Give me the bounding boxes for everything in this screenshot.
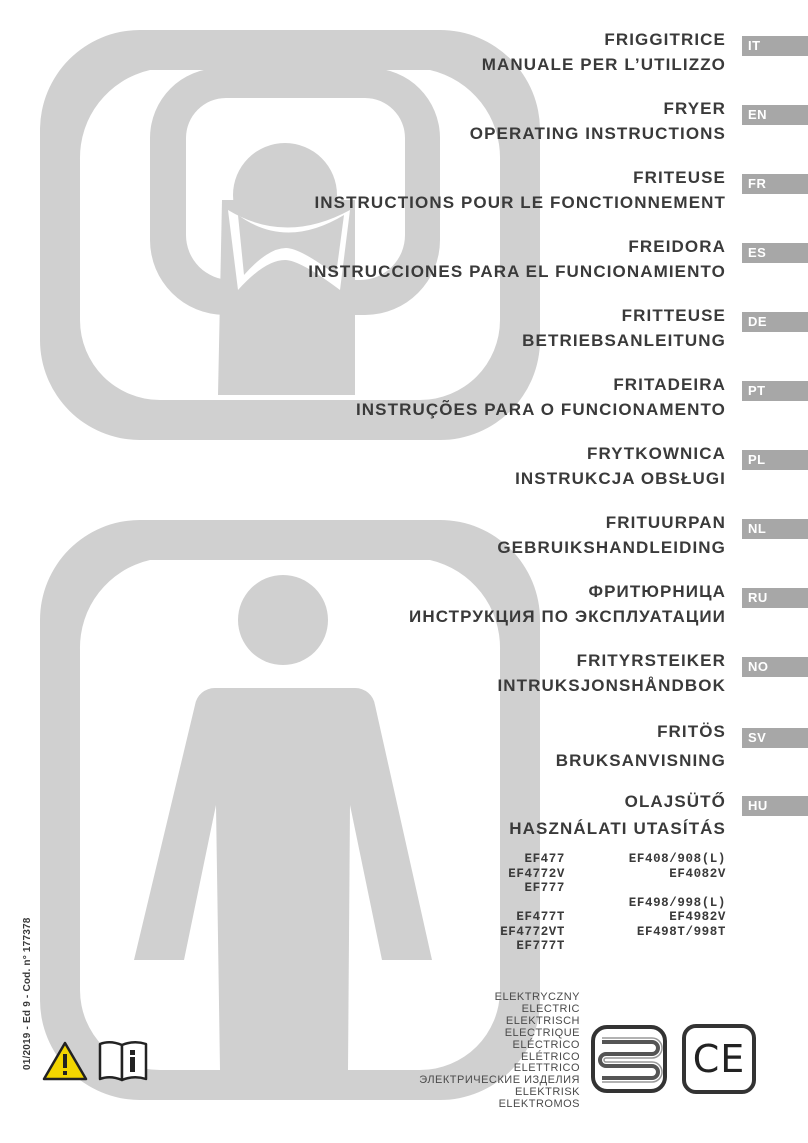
language-subtitle: HASZNÁLATI UTASÍTÁS	[509, 819, 726, 838]
model-code: EF4982V	[669, 910, 726, 924]
language-tab-ru: RU	[742, 588, 808, 608]
electric-label: ELEKTRYCZNY	[494, 991, 580, 1003]
language-title: FRITTEUSE	[621, 306, 726, 325]
language-title: FRITYRSTEIKER	[576, 651, 726, 670]
language-block-it	[482, 28, 726, 77]
language-tab-no: NO	[742, 657, 808, 677]
model-code: EF477	[524, 852, 565, 866]
electric-label-list	[419, 992, 580, 1111]
language-title: FRIGGITRICE	[604, 30, 726, 49]
language-tab-de: DE	[742, 312, 808, 332]
electric-label: ELEKTRISK	[514, 1086, 580, 1099]
electric-label: ELEKTRISCH	[505, 1014, 580, 1027]
model-code: EF4772VT	[500, 924, 565, 939]
electric-label: ЭЛЕКТРИЧЕСКИЕ ИЗДЕЛИЯ	[419, 1074, 580, 1087]
language-block-de	[522, 304, 726, 353]
language-title: ФРИТЮРНИЦА	[588, 582, 726, 601]
language-block-no	[497, 649, 726, 698]
language-subtitle: INSTRUCCIONES PARA EL FUNCIONAMIENTO	[308, 262, 726, 281]
language-subtitle: ИНСТРУКЦИЯ ПО ЭКСПЛУАТАЦИИ	[409, 607, 726, 626]
language-subtitle: BRUKSANVISNING	[555, 751, 726, 770]
language-block-es	[308, 235, 726, 284]
language-title: FRITÖS	[657, 722, 726, 741]
language-title: FRITEUSE	[633, 168, 726, 187]
model-code: EF408/908(L)	[628, 852, 726, 866]
electric-label: ELECTRIQUE	[504, 1026, 580, 1039]
language-subtitle: GEBRUIKSHANDLEIDING	[497, 538, 726, 557]
language-block-hu	[509, 790, 726, 841]
language-block-sv	[556, 720, 726, 773]
language-title: FRITUURPAN	[605, 513, 726, 532]
electric-label: ELETTRICO	[513, 1062, 580, 1075]
language-subtitle: OPERATING INSTRUCTIONS	[469, 124, 726, 143]
language-block-pt	[356, 373, 726, 422]
model-code: EF498/998(L)	[628, 895, 726, 910]
model-code: EF777T	[516, 939, 565, 953]
language-block-en	[470, 97, 726, 146]
language-tab-hu: HU	[742, 796, 808, 816]
electric-label: ELÉTRICO	[520, 1050, 580, 1063]
language-tab-it: IT	[742, 36, 808, 56]
language-tab-en: EN	[742, 105, 808, 125]
model-code: EF4772V	[508, 866, 565, 881]
language-block-ru	[409, 580, 726, 629]
language-title: FRITADEIRA	[613, 375, 726, 394]
language-subtitle: BETRIEBSANLEITUNG	[522, 331, 726, 350]
model-code: EF777	[524, 881, 565, 895]
ce-mark-badge	[682, 1024, 756, 1094]
language-tab-pt: PT	[742, 381, 808, 401]
model-code: EF4082V	[669, 866, 726, 881]
model-spacer	[629, 881, 726, 896]
language-title: FREIDORA	[628, 237, 726, 256]
language-block-fr	[314, 166, 726, 215]
warning-triangle-icon	[42, 1040, 88, 1082]
language-tab-sv: SV	[742, 728, 808, 748]
read-manual-icon	[96, 1038, 150, 1084]
language-tab-fr: FR	[742, 174, 808, 194]
language-subtitle: INSTRUKCJA OBSŁUGI	[515, 469, 726, 488]
model-list-right	[629, 852, 726, 939]
electric-heating-symbol-icon	[590, 1024, 668, 1094]
language-subtitle: INSTRUÇÕES PARA O FUNCIONAMENTO	[355, 400, 726, 419]
electric-label: ELECTRIC	[521, 1002, 580, 1015]
language-subtitle: INSTRUCTIONS POUR LE FONCTIONNEMENT	[314, 193, 726, 212]
language-subtitle: MANUALE PER L’UTILIZZO	[481, 55, 726, 74]
language-title: FRYER	[663, 99, 726, 118]
language-tab-nl: NL	[742, 519, 808, 539]
language-tab-es: ES	[742, 243, 808, 263]
ce-mark-text: CE	[692, 1037, 746, 1081]
model-code: EF498T/998T	[636, 924, 726, 939]
document-code: 01/2019 - Ed 9 - Cod. n° 177378	[22, 917, 33, 1070]
language-title: OLAJSÜTŐ	[624, 792, 726, 811]
language-tab-pl: PL	[742, 450, 808, 470]
model-list-left	[500, 852, 565, 954]
language-subtitle: INTRUKSJONSHÅNDBOK	[497, 676, 726, 695]
language-block-nl	[497, 511, 726, 560]
language-title: FRYTKOWNICA	[587, 444, 726, 463]
electric-label: ELEKTROMOS	[498, 1098, 580, 1111]
model-spacer	[500, 896, 565, 911]
language-block-pl	[515, 442, 726, 491]
model-code: EF477T	[516, 910, 565, 924]
electric-label: ELÉCTRICO	[512, 1038, 580, 1051]
